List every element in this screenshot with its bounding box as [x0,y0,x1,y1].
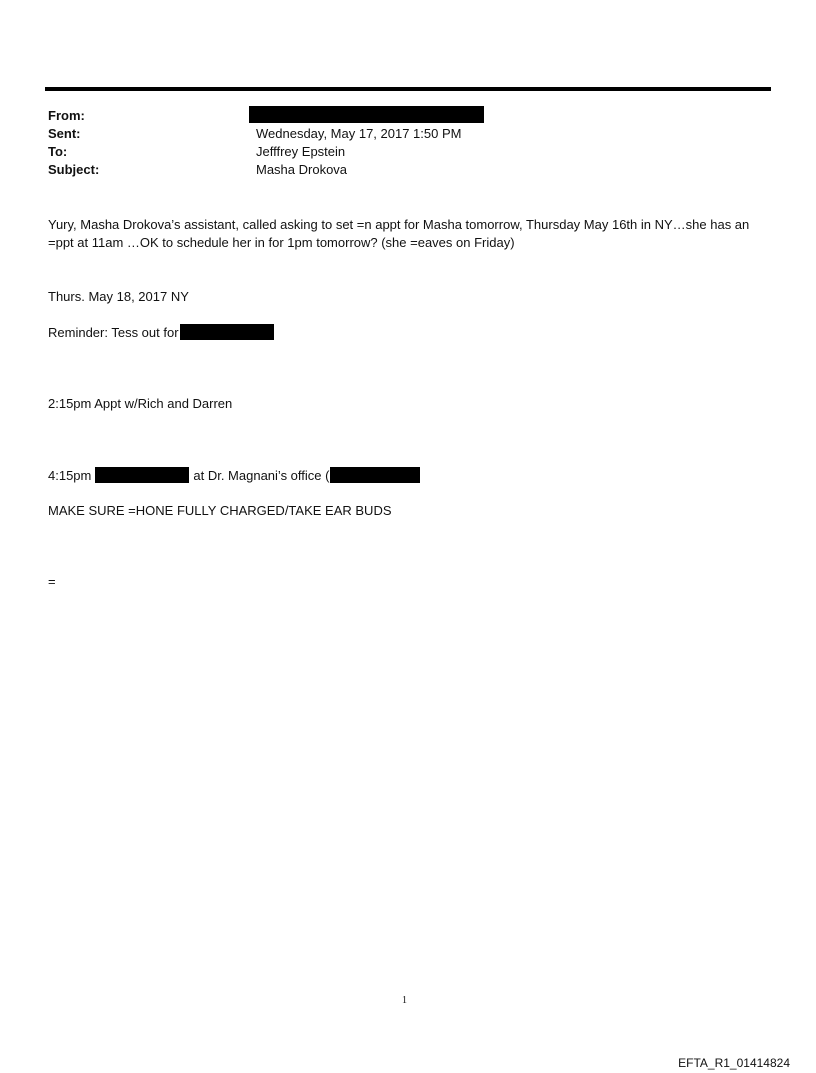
trailing-char: = [48,574,56,589]
office-redaction [330,467,420,483]
page-number: 1 [402,995,407,1006]
reminder-caps-line: MAKE SURE =HONE FULLY CHARGED/TAKE EAR BUDS [48,503,392,518]
to-value: Jefffrey Epstein [256,144,346,159]
subject-value: Masha Drokova [256,162,348,177]
to-label: To: [48,144,68,159]
appt-redaction [95,467,189,483]
subject-label: Subject: [48,162,100,177]
bates-number: EFTA_R1_01414824 [678,1056,790,1070]
date-line: Thurs. May 18, 2017 NY [48,289,189,304]
body-line: =ppt at 11am …OK to schedule her in for 1pm tomorrow? (she =eaves on Friday) [48,235,515,250]
reminder-line [48,324,274,342]
reminder-text: Reminder: Tess out for [48,325,179,340]
appt-text: at Dr. Magnani’s office ( [193,468,330,483]
from-redaction [249,106,484,123]
appt-line [48,467,420,485]
header-rule [45,87,771,91]
from-label: From: [48,108,85,123]
appt-line: 2:15pm Appt w/Rich and Darren [48,396,233,411]
appt-time: 4:15pm [48,468,92,483]
sent-label: Sent: [48,126,81,141]
reminder-redaction [180,324,274,340]
sent-value: Wednesday, May 17, 2017 1:50 PM [256,126,462,141]
body-line: Yury, Masha Drokova’s assistant, called asking to set =n appt for Masha tomorrow, Thursday May 16th in NY…she has an [48,217,750,232]
